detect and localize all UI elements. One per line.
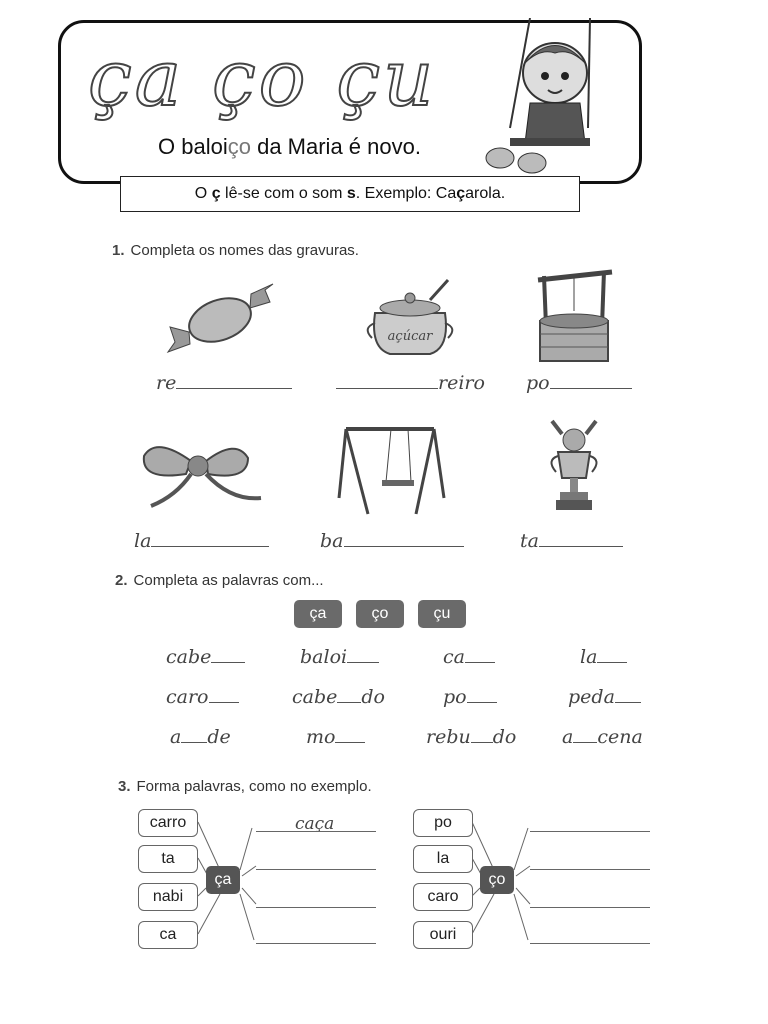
exercise-number: 2. (115, 572, 128, 589)
syllable-badge: ça (294, 600, 342, 628)
sugar-label: açúcar (387, 329, 433, 344)
answer-blank[interactable] (211, 661, 245, 663)
sentence-highlight: ço (227, 134, 251, 159)
exercise-title-text: Forma palavras, como no exemplo. (136, 778, 372, 795)
answer-blank[interactable] (335, 741, 365, 743)
word-part: baloi (300, 646, 348, 668)
rule-text: lê-se com o som (220, 185, 347, 202)
ex2-word (443, 686, 497, 708)
word-part: cabe (292, 686, 338, 708)
ex2-word (562, 726, 643, 748)
answer-line[interactable] (256, 942, 376, 944)
ex2-word (426, 726, 516, 748)
answer-blank[interactable] (181, 741, 207, 743)
answer-blank[interactable] (597, 661, 627, 663)
ex2-word (306, 726, 365, 748)
syllable-hub: ça (206, 866, 240, 894)
word-part: la (580, 646, 598, 668)
answer-blank[interactable] (465, 661, 495, 663)
word-part: caro (166, 686, 209, 708)
ex1-item-4 (134, 530, 269, 552)
rule-text: arola. (465, 185, 506, 202)
word-part: peda (568, 686, 615, 708)
answer-blank[interactable] (550, 387, 632, 389)
ex2-word (166, 686, 239, 708)
ex2-word (580, 646, 627, 668)
answer-blank[interactable] (176, 387, 292, 389)
word-prefix: ta (520, 530, 539, 552)
ex2-word (568, 686, 641, 708)
word-part: do (492, 726, 517, 748)
word-part: do (361, 686, 385, 708)
rule-text: . Exemplo: Ca (355, 185, 457, 202)
rule-box (120, 176, 580, 212)
ex1-item-5 (320, 530, 464, 552)
answer-line[interactable] (256, 868, 376, 870)
word-part: de (207, 726, 231, 748)
answer-line[interactable] (530, 868, 650, 870)
word-box: ca (138, 921, 198, 949)
swing-icon (336, 424, 446, 518)
word-prefix: ba (320, 530, 344, 552)
word-box: nabi (138, 883, 198, 911)
sentence-part: O baloi (158, 134, 228, 159)
ex2-word (443, 646, 495, 668)
word-prefix: re (156, 372, 177, 394)
syllable-badge: ço (356, 600, 404, 628)
page-title: ça ço çu (88, 34, 437, 124)
ex2-word (292, 686, 385, 708)
word-part: po (443, 686, 467, 708)
sugar-bowl-icon (360, 278, 460, 360)
exercise-number: 3. (118, 778, 131, 795)
word-box: caro (413, 883, 473, 911)
answer-blank[interactable] (471, 741, 493, 743)
answer-blank[interactable] (344, 545, 464, 547)
connector-lines (0, 800, 768, 960)
answer-line[interactable] (256, 906, 376, 908)
rule-bold: ç (211, 185, 221, 202)
ex1-item-3 (526, 372, 632, 394)
answer-blank[interactable] (336, 387, 438, 389)
word-part: ca (443, 646, 465, 668)
exercise-title-text: Completa as palavras com... (133, 572, 324, 589)
answer-line[interactable] (530, 906, 650, 908)
syllable-hub: ço (480, 866, 514, 894)
word-part: cabe (166, 646, 212, 668)
word-part: a (562, 726, 574, 748)
answer-blank[interactable] (539, 545, 623, 547)
word-box: ta (138, 845, 198, 873)
word-part: a (170, 726, 182, 748)
bow-icon (136, 436, 266, 516)
well-icon (532, 266, 617, 362)
ex1-item-6 (520, 530, 623, 552)
answer-blank[interactable] (209, 701, 239, 703)
word-part: cena (597, 726, 643, 748)
word-box: po (413, 809, 473, 837)
answer-blank[interactable] (467, 701, 497, 703)
example-answer: caça (295, 814, 335, 834)
girl-on-swing-illustration (470, 18, 620, 178)
answer-line[interactable] (256, 830, 376, 832)
ex2-word (170, 726, 231, 748)
word-suffix: reiro (438, 372, 485, 394)
ex2-word (166, 646, 245, 668)
answer-line[interactable] (530, 942, 650, 944)
word-box: carro (138, 809, 198, 837)
rule-bold: ç (456, 185, 466, 202)
ex2-word (300, 646, 379, 668)
answer-blank[interactable] (573, 741, 597, 743)
rule-text: O (194, 185, 212, 202)
ex1-item-1 (156, 372, 292, 394)
exercise3-title (118, 778, 372, 795)
answer-blank[interactable] (615, 701, 641, 703)
trophy-icon (542, 416, 606, 516)
exercise-title-text: Completa os nomes das gravuras. (130, 242, 359, 259)
answer-blank[interactable] (347, 661, 379, 663)
exercise-number: 1. (112, 242, 125, 259)
word-box: la (413, 845, 473, 873)
header-sentence (158, 134, 421, 160)
word-prefix: la (134, 530, 152, 552)
answer-line[interactable] (530, 830, 650, 832)
word-part: rebu (426, 726, 471, 748)
candy-icon (165, 282, 275, 357)
sentence-part: da Maria é novo. (250, 134, 421, 159)
word-box: ouri (413, 921, 473, 949)
ex1-item-2 (336, 372, 485, 394)
syllable-badge: çu (418, 600, 466, 628)
exercise2-title (115, 572, 324, 589)
word-prefix: po (526, 372, 550, 394)
word-part: mo (306, 726, 336, 748)
rule-bold: s (346, 185, 356, 202)
answer-blank[interactable] (337, 701, 361, 703)
exercise1-title (112, 242, 359, 259)
answer-blank[interactable] (151, 545, 269, 547)
